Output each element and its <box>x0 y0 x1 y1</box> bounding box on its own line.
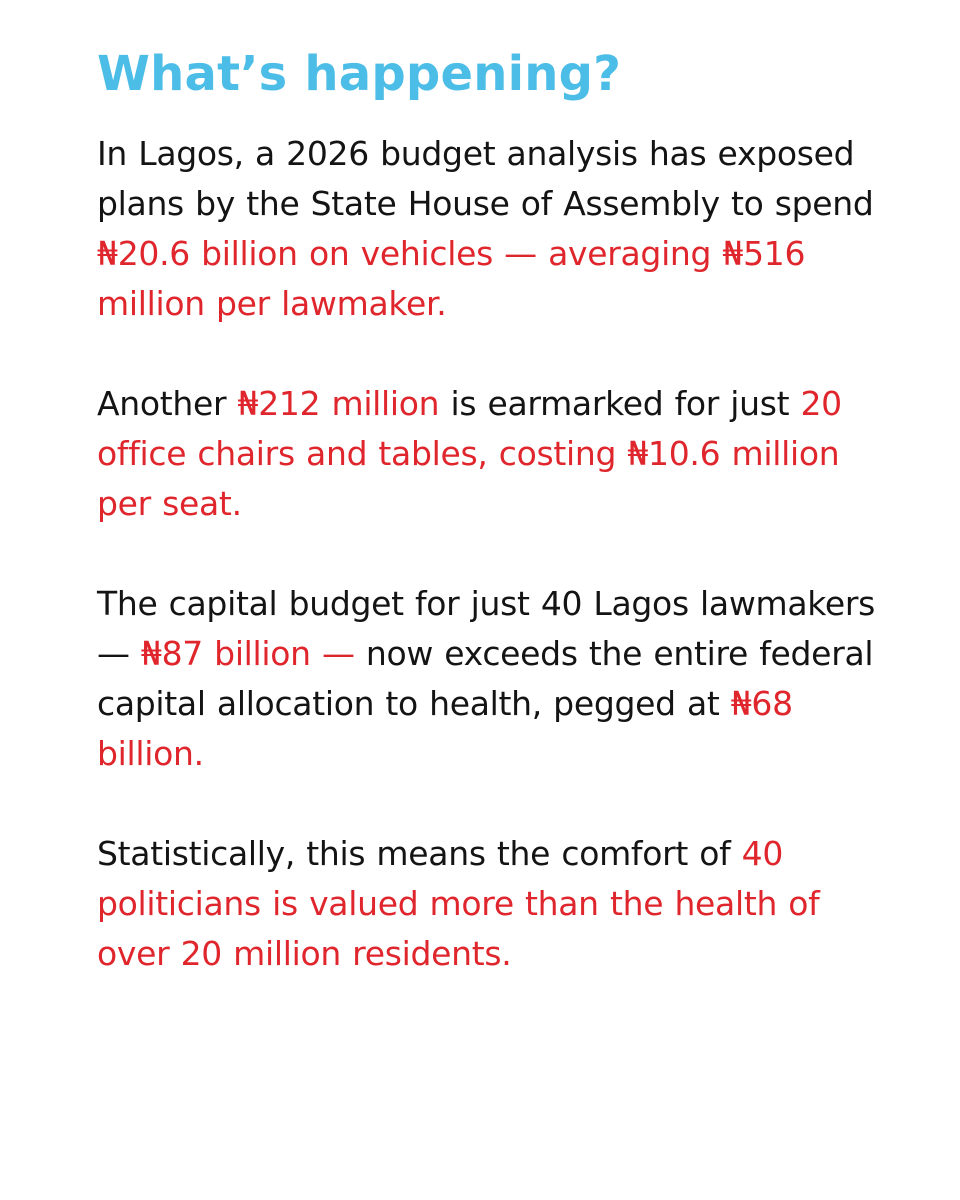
paragraph-text: is earmarked for just <box>439 384 801 423</box>
paragraph-statistics <box>97 829 900 979</box>
paragraph-text: The capital budget for just 40 Lagos lawmakers — <box>97 584 876 673</box>
page-title: What’s happening? <box>97 46 622 102</box>
highlighted-text: ₦212 million <box>237 384 440 423</box>
highlighted-text: ₦68 billion. <box>97 684 793 773</box>
paragraph-furniture <box>97 379 900 529</box>
paragraph-text: Another <box>97 384 238 423</box>
paragraph-capital-budget <box>97 579 900 779</box>
highlighted-text: ₦87 billion — <box>140 634 355 673</box>
paragraph-text: now exceeds the entire federal capital allocation to health, pegged at <box>97 634 874 723</box>
paragraph-text: Statistically, this means the comfort of <box>97 834 742 873</box>
highlighted-text: 20 office chairs and tables, costing ₦10.6 million per seat. <box>97 384 842 523</box>
paragraph-vehicles <box>97 129 900 329</box>
highlighted-text: 40 politicians is valued more than the health of over 20 million residents. <box>97 834 820 973</box>
highlighted-text: ₦20.6 billion on vehicles — averaging ₦516 million per lawmaker. <box>97 234 806 323</box>
paragraph-text: In Lagos, a 2026 budget analysis has exposed plans by the State House of Assembly to spend <box>97 134 874 223</box>
